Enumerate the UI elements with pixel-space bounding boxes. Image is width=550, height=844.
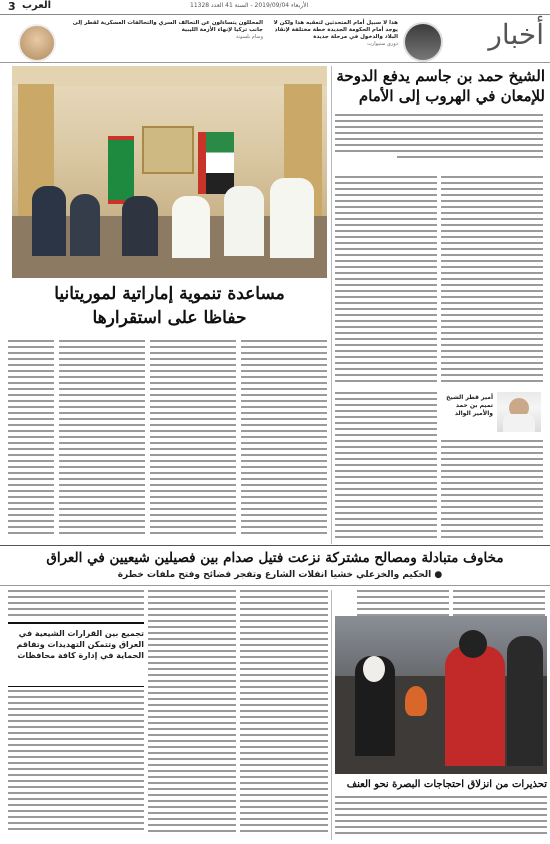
quote-left-text: المحللون يتساءلون عن التحالف السري والتحالفات العسكرية لقطر إلى جانب تركيا لإنهاء الأزمة الليبية <box>72 20 263 33</box>
quote-left-author: وسام بلسونة <box>236 34 263 40</box>
uae-article-col-4 <box>8 340 54 540</box>
newspaper-logo: العرب <box>22 0 52 11</box>
uae-meeting-photo <box>12 66 327 278</box>
quote-right <box>268 20 398 58</box>
bullet-icon: ● <box>431 570 443 580</box>
lead-article-continue <box>335 392 437 542</box>
lead-article-col-left <box>335 176 437 386</box>
iraq-col-5-bottom <box>8 690 144 840</box>
iraq-col-3 <box>240 590 328 840</box>
lead-article-col-right <box>441 176 543 386</box>
basra-headline: تحذيرات من انزلاق احتجاجات البصرة نحو العنف <box>346 779 547 790</box>
lead-article-intro <box>335 114 543 170</box>
masthead <box>0 0 550 15</box>
section-title: أخبار <box>488 18 544 51</box>
lead-headline <box>330 66 545 106</box>
quote-right-text: هذا لا سبيل أمام المتحدثين لتعقبه هذا ولكن لا يوجد أمام الحكومة الجديدة خطة مختلفة لإنقاذ البلاد والدخول في مرحلة جديدة <box>273 20 398 40</box>
iraq-col-5-top <box>8 590 144 620</box>
lead-inset-photo <box>497 392 541 432</box>
uae-headline <box>12 282 327 330</box>
iraq-subheadline-text: الحكيم والخزعلي خشيا انفلات الشارع وتفجر فضائح وفتح ملفات خطرة <box>117 570 432 580</box>
iraq-col-4 <box>148 590 236 840</box>
page-number: 3 <box>8 0 16 13</box>
uae-headline-line1: مساعدة تنموية إماراتية لموريتانيا <box>54 284 285 304</box>
quote-right-author: دوري ستيوارت <box>367 41 398 47</box>
basra-protest-photo <box>335 616 547 774</box>
issue-line: الأربعاء 2019/09/04 - السنة 41 العدد 11328 <box>190 2 309 9</box>
uae-article-col-2 <box>150 340 236 540</box>
lead-headline-line1: الشيخ حمد بن جاسم يدفع الدوحة <box>336 67 545 85</box>
uae-headline-line2: حفاظا على استقرارها <box>92 308 247 328</box>
sidebar-quote-box <box>8 622 144 687</box>
quote-avatar-right <box>403 22 443 62</box>
lead-headline-line2: للإمعان في الهروب إلى الأمام <box>358 87 545 105</box>
uae-article-col-3 <box>59 340 145 540</box>
lead-article-continue-right <box>441 440 543 542</box>
iraq-subheadline <box>100 570 460 580</box>
uae-article-col-1 <box>241 340 327 540</box>
quote-left <box>58 20 263 58</box>
lead-inset-caption: أمير قطر الشيخ تميم بن حمد والأمير الوالد <box>446 394 493 417</box>
sidebar-quote-text: تجميع بين القرارات الشيعية في العراق وتتمكن التهديدات وتفاقم الحماية في إدارة كافة محافظات <box>16 629 144 660</box>
basra-article <box>335 796 547 840</box>
iraq-headline: مخاوف متبادلة ومصالح مشتركة نزعت فتيل صدام بين فصيلين شيعيين في العراق <box>46 550 504 566</box>
quote-avatar-left <box>18 24 56 62</box>
